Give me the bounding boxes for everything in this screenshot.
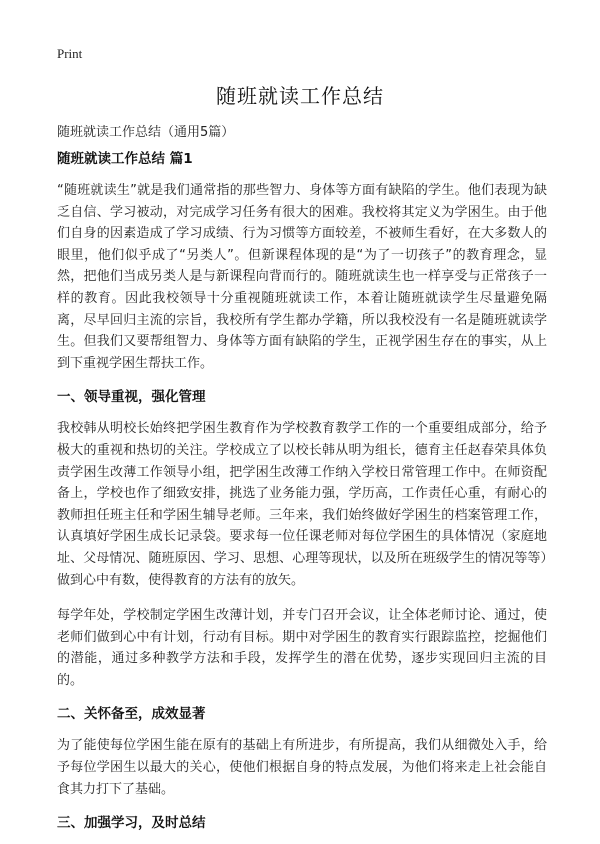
paragraph-intro: “随班就读生”就是我们通常指的那些智力、身体等方面有缺陷的学生。他们表现为缺乏自信、学习被动，对完成学习任务有很大的困难。我校将其定义为学困生。由于他们自身的因素造成了学习成绩、行为习惯等方面较差，不被师生看好，在大多数人的眼里，他们似乎成了“另类人”。但新课程体现的是“为了一切孩子”的教育理念，显然，把他们当成另类人是与新课程向背而行的。随班就读生也一样享受与正常孩子一样的教育。因此我校领导十分重视随班就读工作，本着让随班就读学生尽量避免隔离，尽早回归主流的宗旨，我校所有学生都办学籍，所以我校没有一名是随班就读学生。但我们又要帮组智力、身体等方面有缺陷的学生，正视学困生存在的事实，从上到下重视学困生帮扶工作。 — [57, 183, 547, 371]
article-heading: 随班就读工作总结 篇1 — [57, 151, 193, 167]
document-body — [57, 150, 547, 844]
paragraph-leadership: 我校韩从明校长始终把学困生教育作为学校教育教学工作的一个重要组成部分，给予极大的重视和热切的关注。学校成立了以校长韩从明为组长，德育主任赵春荣具体负责学困生改薄工作领导小组，把学困生改薄工作纳入学校日常管理工作中。在师资配备上，学校也作了细致安排，挑选了业务能力强，学历高，工作责任心重，有耐心的教师担任班主任和学困生辅导老师。三年来，我们始终做好学困生的档案管理工作，认真填好学困生成长记录袋。要求每一位任课老师对每位学困生的具体情况（家庭地址、父母情况、随班原因、学习、思想、心理等现状，以及所在班级学生的情况等等）做到心中有数，使得教育的方法有的放矢。 — [57, 421, 547, 588]
paragraph-plan: 每学年处，学校制定学困生改薄计划，并专门召开会议，让全体老师讨论、通过，使老师们做到心中有计划，行动有目标。期中对学困生的教育实行跟踪监控，挖掘他们的潜能，通过多种教学方法和手段，发挥学生的潜在优势，逐步实现回归主流的目的。 — [57, 608, 547, 688]
section-heading-2: 二、关怀备至，成效显著 — [57, 706, 206, 723]
document-subtitle: 随班就读工作总结（通用5篇） — [57, 125, 235, 140]
document-title: 随班就读工作总结 — [216, 84, 384, 108]
print-link[interactable]: Print — [57, 46, 83, 61]
paragraph-care: 为了能使每位学困生能在原有的基础上有所进步，有所提高，我们从细微处入手，给予每位学困生以最大的关心，使他们根据自身的特点发展，为他们将来走上社会能自食其力打下了基础。 — [57, 738, 547, 797]
section-heading-1: 一、领导重视，强化管理 — [57, 389, 206, 406]
section-heading-3: 三、加强学习，及时总结 — [57, 815, 206, 832]
